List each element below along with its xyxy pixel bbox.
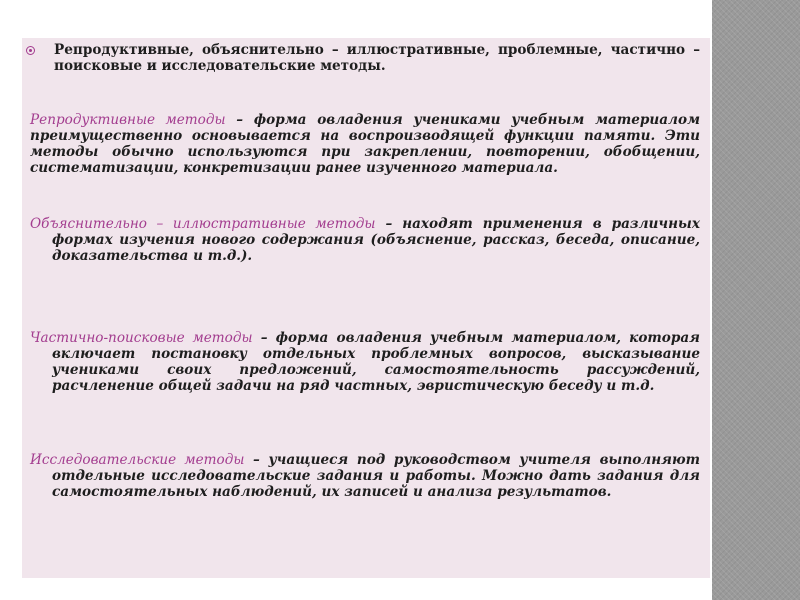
section-partial-search [30,330,701,394]
section-research [30,452,700,500]
section-term: Частично-поисковые методы [30,330,253,346]
section-term: Исследовательские методы [30,452,245,468]
section-reproductive [30,112,700,176]
bullet-icon [26,46,35,55]
section-text: – форма овладения учениками учебным материалом преимущественно основывается на воспроизводящей функции памяти. Эти методы обычно используются при закреплении, повторении, обобщении, систематизации, конкретизации ранее изученного материала. [30,112,700,176]
section-text: – учащиеся под руководством учителя выполняют отдельные исследовательские задания и работы. Можно дать задания для самостоятельных наблюдений, их записей и анализа результатов. [52,452,700,500]
section-text: – форма овладения учебным материалом, которая включает постановку отдельных проблемных вопросов, высказывание учениками своих предложений, самостоятельность рассуждений, расчленение общей задачи на ряд частных, эвристическую беседу и т.д. [52,330,701,394]
decorative-side-stripe [712,0,800,600]
intro-paragraph: Репродуктивные, объяснительно – иллюстративные, проблемные, частично – поисковые и исследовательские методы. [54,42,700,74]
section-explanatory [30,216,700,264]
section-term: Объяснительно – иллюстративные методы [30,216,376,232]
section-text: – находят применения в различных формах изучения нового содержания (объяснение, рассказ, беседа, описание, доказательства и т.д.). [52,216,700,264]
section-term: Репродуктивные методы [30,112,226,128]
